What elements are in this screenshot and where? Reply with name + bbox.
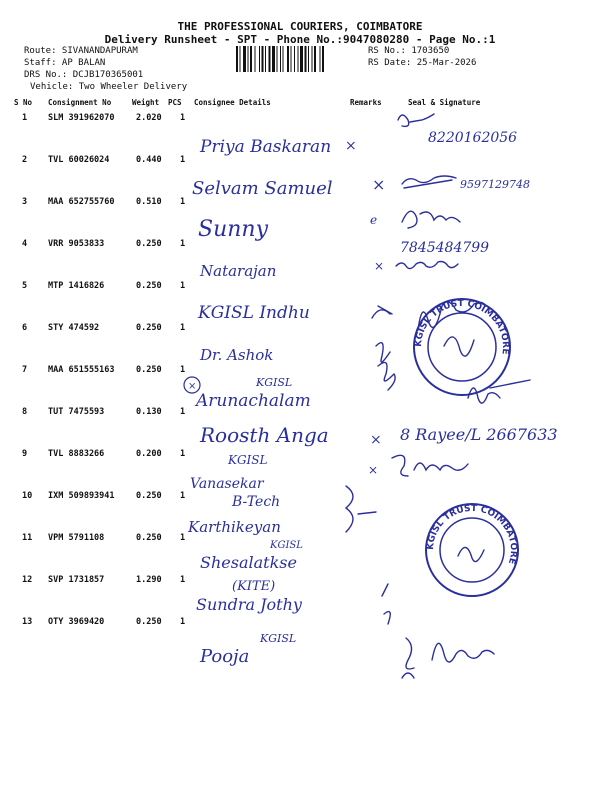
handwritten-org: (KITE)	[232, 579, 276, 594]
row-pcs: 1	[180, 113, 186, 123]
handwritten-org: KGISL	[270, 540, 303, 551]
row-pcs: 1	[180, 491, 186, 501]
barcode-bar	[312, 46, 313, 72]
row-pcs: 1	[180, 407, 186, 417]
row-weight: 0.510	[136, 197, 162, 207]
row-pcs: 1	[180, 617, 186, 627]
col-sno: S No	[14, 98, 33, 107]
tick-mark: e	[370, 213, 378, 227]
signature-scribble	[458, 547, 484, 561]
row-consignment: OTY 3969420	[48, 617, 105, 627]
col-weight: Weight	[132, 98, 160, 107]
rs-date: RS Date: 25-Mar-2026	[368, 58, 477, 68]
row-sno: 1	[22, 113, 28, 123]
tick-mark	[376, 343, 390, 362]
handwritten-name: Sundra Jothy	[196, 595, 302, 614]
row-consignment: MAA 652755760	[48, 197, 115, 207]
row-consignment: TUT 7475593	[48, 407, 105, 417]
row-weight: 1.290	[136, 575, 162, 585]
barcode-bar	[236, 46, 238, 72]
handwritten-name: Vanasekar	[190, 476, 264, 492]
row-pcs: 1	[180, 449, 186, 459]
rs-number: RS No.: 1703650	[368, 46, 450, 56]
route-label: Route: SIVANANDAPURAM	[24, 46, 138, 56]
barcode-bar	[298, 46, 299, 72]
table-row	[0, 449, 600, 463]
row-consignment: MAA 651555163	[48, 365, 115, 375]
row-weight: 0.250	[136, 617, 162, 627]
stamp-text: KGISL TRUST COIMBATORE	[425, 503, 519, 566]
handwritten-degree: B-Tech	[232, 494, 281, 510]
table-row	[0, 491, 600, 505]
tick-mark	[372, 306, 392, 318]
tick-mark: ×	[372, 175, 386, 194]
row-weight: 0.440	[136, 155, 162, 165]
table-row	[0, 575, 600, 589]
col-remarks: Remarks	[350, 98, 382, 107]
row-sno: 8	[22, 407, 28, 417]
table-row	[0, 617, 600, 631]
row-pcs: 1	[180, 533, 186, 543]
handwritten-name: Karthikeyan	[188, 518, 281, 536]
barcode-bar	[269, 46, 271, 72]
tick-mark: ×	[188, 381, 197, 392]
row-pcs: 1	[180, 239, 186, 249]
row-pcs: 1	[180, 197, 186, 207]
row-weight: 0.250	[136, 365, 162, 375]
barcode-bar	[322, 46, 324, 72]
tick-mark: ×	[368, 463, 379, 477]
row-pcs: 1	[180, 281, 186, 291]
handwritten-name: Selvam Samuel	[192, 178, 333, 199]
signature-scribble	[402, 211, 460, 228]
drs-number: DRS No.: DCJB170365001	[24, 70, 144, 80]
barcode-bar	[240, 46, 241, 72]
col-consignee: Consignee Details	[194, 98, 271, 107]
dash-mark	[358, 512, 376, 514]
tick-mark: ×	[370, 432, 382, 448]
barcode-bar	[320, 46, 321, 72]
barcode-bar	[265, 46, 266, 72]
row-pcs: 1	[180, 575, 186, 585]
row-sno: 12	[22, 575, 33, 585]
row-sno: 7	[22, 365, 28, 375]
row-pcs: 1	[180, 365, 186, 375]
table-row	[0, 533, 600, 547]
handwritten-phone: 8220162056	[428, 130, 518, 146]
table-header	[0, 98, 600, 110]
row-weight: 0.250	[136, 323, 162, 333]
stamp-text: KGISL TRUST COIMBATORE	[413, 298, 511, 355]
barcode-bar	[308, 46, 309, 72]
row-pcs: 1	[180, 323, 186, 333]
barcode-bar	[294, 46, 295, 72]
barcode-bar	[272, 46, 275, 72]
handwritten-name: Pooja	[200, 646, 250, 667]
row-pcs: 1	[180, 155, 186, 165]
table-row	[0, 407, 600, 421]
table-row	[0, 365, 600, 379]
row-sno: 3	[22, 197, 28, 207]
handwritten-name: Arunachalam	[196, 391, 311, 411]
table-row	[0, 197, 600, 211]
signature-scribble	[432, 643, 494, 662]
row-sno: 2	[22, 155, 28, 165]
barcode-bar	[305, 46, 307, 72]
handwritten-name: Dr. Ashok	[200, 346, 274, 364]
table-row	[0, 155, 600, 169]
row-consignment: IXM 509893941	[48, 491, 115, 501]
barcode-bar	[250, 46, 252, 72]
row-weight: 0.250	[136, 239, 162, 249]
row-sno: 13	[22, 617, 33, 627]
row-consignment: VRR 9053833	[48, 239, 105, 249]
handwritten-org: KGISL	[256, 376, 293, 389]
handwritten-phone: 8 Rayee/L 2667633	[400, 425, 558, 444]
row-consignment: SLM 391962070	[48, 113, 115, 123]
barcode	[236, 46, 364, 72]
circle-mark	[184, 377, 200, 393]
rubber-stamp	[414, 299, 510, 395]
barcode-bar	[300, 46, 303, 72]
handwritten-name: Natarajan	[200, 262, 277, 280]
table-row	[0, 281, 600, 295]
handwritten-org: KGISL	[260, 632, 297, 645]
handwritten-name: KGISL Indhu	[198, 303, 310, 323]
row-consignment: MTP 1416826	[48, 281, 105, 291]
barcode-bar	[243, 46, 246, 72]
signature-scribble	[444, 337, 474, 356]
barcode-bar	[314, 46, 316, 72]
row-consignment: TVL 8883266	[48, 449, 105, 459]
row-consignment: TVL 60026024	[48, 155, 110, 165]
vehicle-label: Vehicle: Two Wheeler Delivery	[30, 82, 188, 92]
runsheet-subtitle: Delivery Runsheet - SPT - Phone No.:9047080280 - Page No.:1	[104, 33, 496, 46]
barcode-bar	[277, 46, 278, 72]
row-consignment: STY 474592	[48, 323, 100, 333]
row-weight: 0.200	[136, 449, 162, 459]
row-weight: 0.130	[136, 407, 162, 417]
row-consignment: VPM 5791108	[48, 533, 105, 543]
runsheet-company-title: THE PROFESSIONAL COURIERS, COIMBATORE	[177, 20, 423, 33]
handwritten-phone: 9597129748	[460, 178, 530, 191]
signature-scribble	[468, 380, 530, 403]
col-consignment: Consignment No	[48, 98, 112, 107]
signature-scribble	[396, 262, 458, 269]
tick-mark: ×	[374, 259, 385, 273]
table-row	[0, 239, 600, 253]
handwritten-name: Sunny	[198, 217, 269, 242]
barcode-bar	[287, 46, 289, 72]
table-row	[0, 323, 600, 337]
barcode-bar	[280, 46, 281, 72]
col-pcs: PCS	[168, 98, 182, 107]
row-weight: 0.250	[136, 281, 162, 291]
col-seal-signature: Seal & Signature	[408, 98, 481, 107]
barcode-bar	[291, 46, 292, 72]
row-sno: 4	[22, 239, 28, 249]
barcode-bar	[283, 46, 284, 72]
barcode-bar	[248, 46, 249, 72]
row-sno: 6	[22, 323, 28, 333]
tick-mark: ×	[345, 138, 357, 154]
barcode-bar	[255, 46, 256, 72]
row-sno: 11	[22, 533, 33, 543]
row-weight: 0.250	[136, 533, 162, 543]
staff-label: Staff: AP BALAN	[24, 58, 106, 68]
handwritten-name: Roosth Anga	[200, 423, 329, 447]
row-consignment: SVP 1731857	[48, 575, 105, 585]
barcode-bar	[259, 46, 260, 72]
handwritten-name: Priya Baskaran	[200, 137, 332, 157]
row-weight: 2.020	[136, 113, 162, 123]
table-row	[0, 113, 600, 127]
handwritten-phone: 7845484799	[400, 240, 490, 256]
row-weight: 0.250	[136, 491, 162, 501]
row-sno: 9	[22, 449, 28, 459]
handwritten-name: Shesalatkse	[200, 553, 297, 572]
tick-mark	[402, 638, 414, 678]
row-sno: 5	[22, 281, 28, 291]
handwritten-org: KGISL	[228, 453, 268, 467]
signature-scribble	[402, 176, 456, 188]
barcode-bar	[262, 46, 264, 72]
row-sno: 10	[22, 491, 33, 501]
